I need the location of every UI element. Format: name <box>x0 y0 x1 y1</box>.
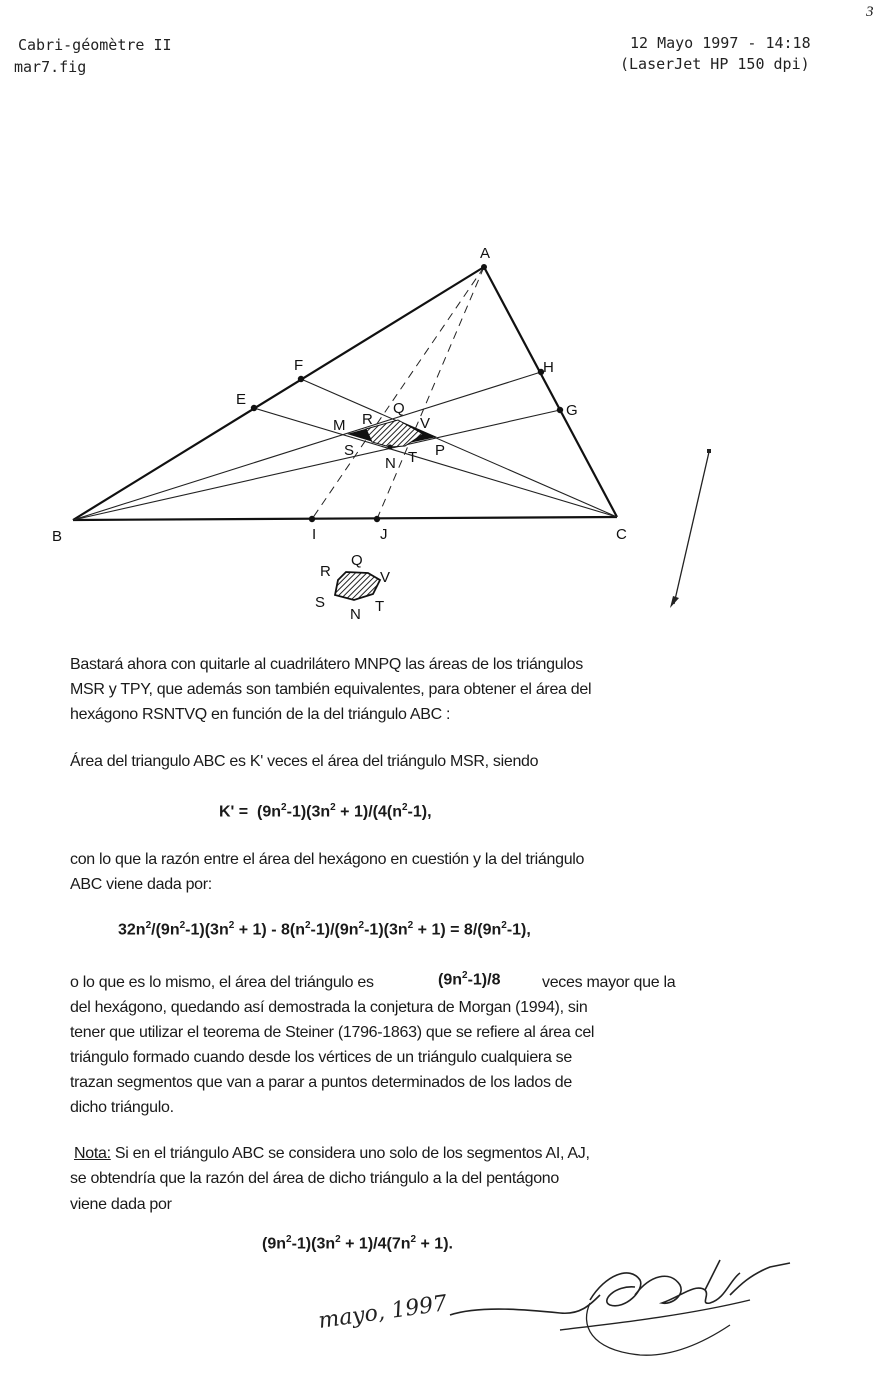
label-N: N <box>385 455 396 472</box>
label-J: J <box>380 526 388 543</box>
cevian-BH <box>73 372 541 520</box>
point-J <box>374 516 380 522</box>
side-AB <box>73 267 484 520</box>
handwritten-date: mayo, 1997 <box>316 1291 449 1334</box>
label-Q: Q <box>393 400 405 417</box>
equation-pentagon: $(9n^2-1)(3n^2 + 1)/4(7n^2 + 1)$. <box>262 1234 453 1253</box>
label-C: C <box>616 526 627 543</box>
label-G: G <box>566 402 578 419</box>
point-F <box>298 376 304 382</box>
hex-label-S: S <box>315 594 326 611</box>
nota-line1: Nota: Si en el triángulo ABC se considera uno solo de los segmentos AI, AJ, <box>74 1145 590 1162</box>
hex-label-V: V <box>380 569 391 586</box>
point-I <box>309 516 315 522</box>
p4-line4: triángulo formado cuando desde los vértices de un triángulo cualquiera se <box>70 1049 572 1066</box>
p3-line1: con lo que la razón entre el área del hexágono en cuestión y la del triángulo <box>70 851 585 868</box>
label-E: E <box>236 391 247 408</box>
side-AC <box>484 267 617 517</box>
arrow-tail-mark <box>707 449 711 453</box>
nota-line2: se obtendría que la razón del área de dicho triángulo a la del pentágono <box>70 1170 560 1187</box>
p2: Área del triangulo ABC es K' veces el área del triángulo MSR, siendo <box>70 753 539 770</box>
p4-line5: trazan segmentos que van a parar a puntos determinados de los lados de <box>70 1074 573 1091</box>
hex-label-N: N <box>350 606 361 623</box>
hex-label-T: T <box>375 598 385 615</box>
hex-label-R: R <box>320 563 331 580</box>
label-T: T <box>408 449 418 466</box>
label-B: B <box>52 528 63 545</box>
side-BC <box>73 517 617 520</box>
arrow-line <box>674 452 709 604</box>
label-I: I <box>312 526 317 543</box>
point-N <box>388 445 393 450</box>
page-number: 3 <box>866 4 874 20</box>
p1-line3: hexágono RSNTVQ en función de la del triángulo ABC : <box>70 706 451 723</box>
p4-line2: del hexágono, quedando así demostrada la conjetura de Morgan (1994), sin <box>70 999 588 1016</box>
p4-line6: dicho triángulo. <box>70 1099 174 1116</box>
equation-k: $K' = (9n^2-1)(3n^2 + 1)/(4(n^2-1)$, <box>219 802 432 821</box>
header-printer: (LaserJet HP 150 dpi) <box>620 55 810 73</box>
geometry-figure <box>0 0 886 640</box>
header-software: Cabri-géomètre II <box>18 36 172 54</box>
p4-inline-eq: $(9n^2-1)/8$ <box>438 970 501 989</box>
label-A: A <box>480 245 491 262</box>
cevian-AI <box>312 267 484 519</box>
p4-line1b: veces mayor que la <box>542 974 676 991</box>
point-A <box>481 264 487 270</box>
header-date: 12 Mayo 1997 - 14:18 <box>630 34 811 52</box>
nota-label: Nota: <box>74 1145 111 1162</box>
label-M: M <box>333 417 346 434</box>
signature <box>440 1255 810 1365</box>
hexagon-detail <box>335 572 380 600</box>
p4-line1a: o lo que es lo mismo, el área del triángulo es <box>70 974 374 991</box>
label-S: S <box>344 442 355 459</box>
label-P: P <box>435 442 446 459</box>
cevian-AJ <box>377 267 484 519</box>
label-V: V <box>420 415 431 432</box>
header-filename: mar7.fig <box>14 58 87 76</box>
p3-line2: ABC viene dada por: <box>70 876 212 893</box>
label-H: H <box>543 359 554 376</box>
cevian-CE <box>254 408 617 517</box>
point-G <box>557 407 563 413</box>
p1-line1: Bastará ahora con quitarle al cuadrilátero MNPQ las áreas de los triángulos <box>70 656 583 673</box>
arrow-head <box>670 596 679 608</box>
p4-line3: tener que utilizar el teorema de Steiner (1796-1863) que se refiere al área cel <box>70 1024 595 1041</box>
hex-label-Q: Q <box>351 552 363 569</box>
nota-line3: viene dada por <box>70 1196 172 1213</box>
point-E <box>251 405 257 411</box>
label-R: R <box>362 411 373 428</box>
label-F: F <box>294 357 304 374</box>
p1-line2: MSR y TPY, que además son también equivalentes, para obtener el área del <box>70 681 592 698</box>
equation-ratio: $32n^2/(9n^2-1)(3n^2 + 1) - 8(n^2-1)/(9n^2-1)(3n^2 + 1) = 8/(9n^2-1)$, <box>118 920 531 939</box>
